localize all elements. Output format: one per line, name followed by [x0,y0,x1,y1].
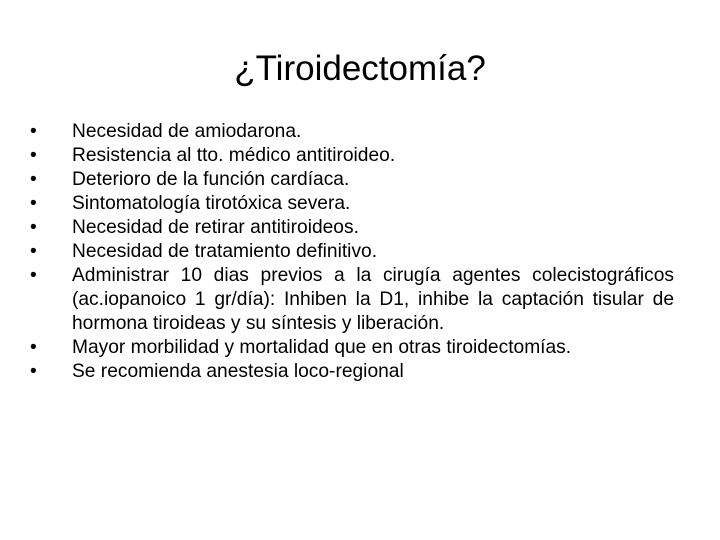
bullet-dot-icon: • [30,361,37,382]
bullet-text: Necesidad de retirar antitiroideos. [72,217,359,238]
slide-title: ¿Tiroidectomía? [234,49,486,88]
bullet-dot-icon: • [30,241,37,262]
bullet-item [30,240,674,264]
bullet-dot-icon: • [30,121,37,142]
bullet-dot-icon: • [30,337,37,358]
bullet-item [30,192,674,216]
bullet-text: Administrar 10 dias previos a la cirugía agentes colecistográficos (ac.iopanoico 1 gr/día): Inhiben la D1, inhibe la captación tisular de hormona tiroideas y su síntesis y liberación. [72,265,674,334]
bullet-item [30,360,674,384]
bullet-text: Mayor morbilidad y mortalidad que en otras tiroidectomías. [72,337,572,358]
bullet-text: Necesidad de amiodarona. [72,121,302,142]
bullet-dot-icon: • [30,217,37,238]
bullet-item [30,216,674,240]
bullet-text: Sintomatología tirotóxica severa. [72,193,351,214]
bullet-item [30,168,674,192]
bullet-text: Deterioro de la función cardíaca. [72,169,350,190]
bullet-dot-icon: • [30,265,37,286]
bullet-list [30,120,674,384]
bullet-text: Se recomienda anestesia loco-regional [72,361,404,382]
bullet-item [30,144,674,168]
bullet-item [30,336,674,360]
bullet-dot-icon: • [30,145,37,166]
bullet-text: Necesidad de tratamiento definitivo. [72,241,378,262]
bullet-text: Resistencia al tto. médico antitiroideo. [72,145,396,166]
bullet-item [30,120,674,144]
bullet-dot-icon: • [30,169,37,190]
bullet-dot-icon: • [30,193,37,214]
bullet-item [30,264,674,336]
